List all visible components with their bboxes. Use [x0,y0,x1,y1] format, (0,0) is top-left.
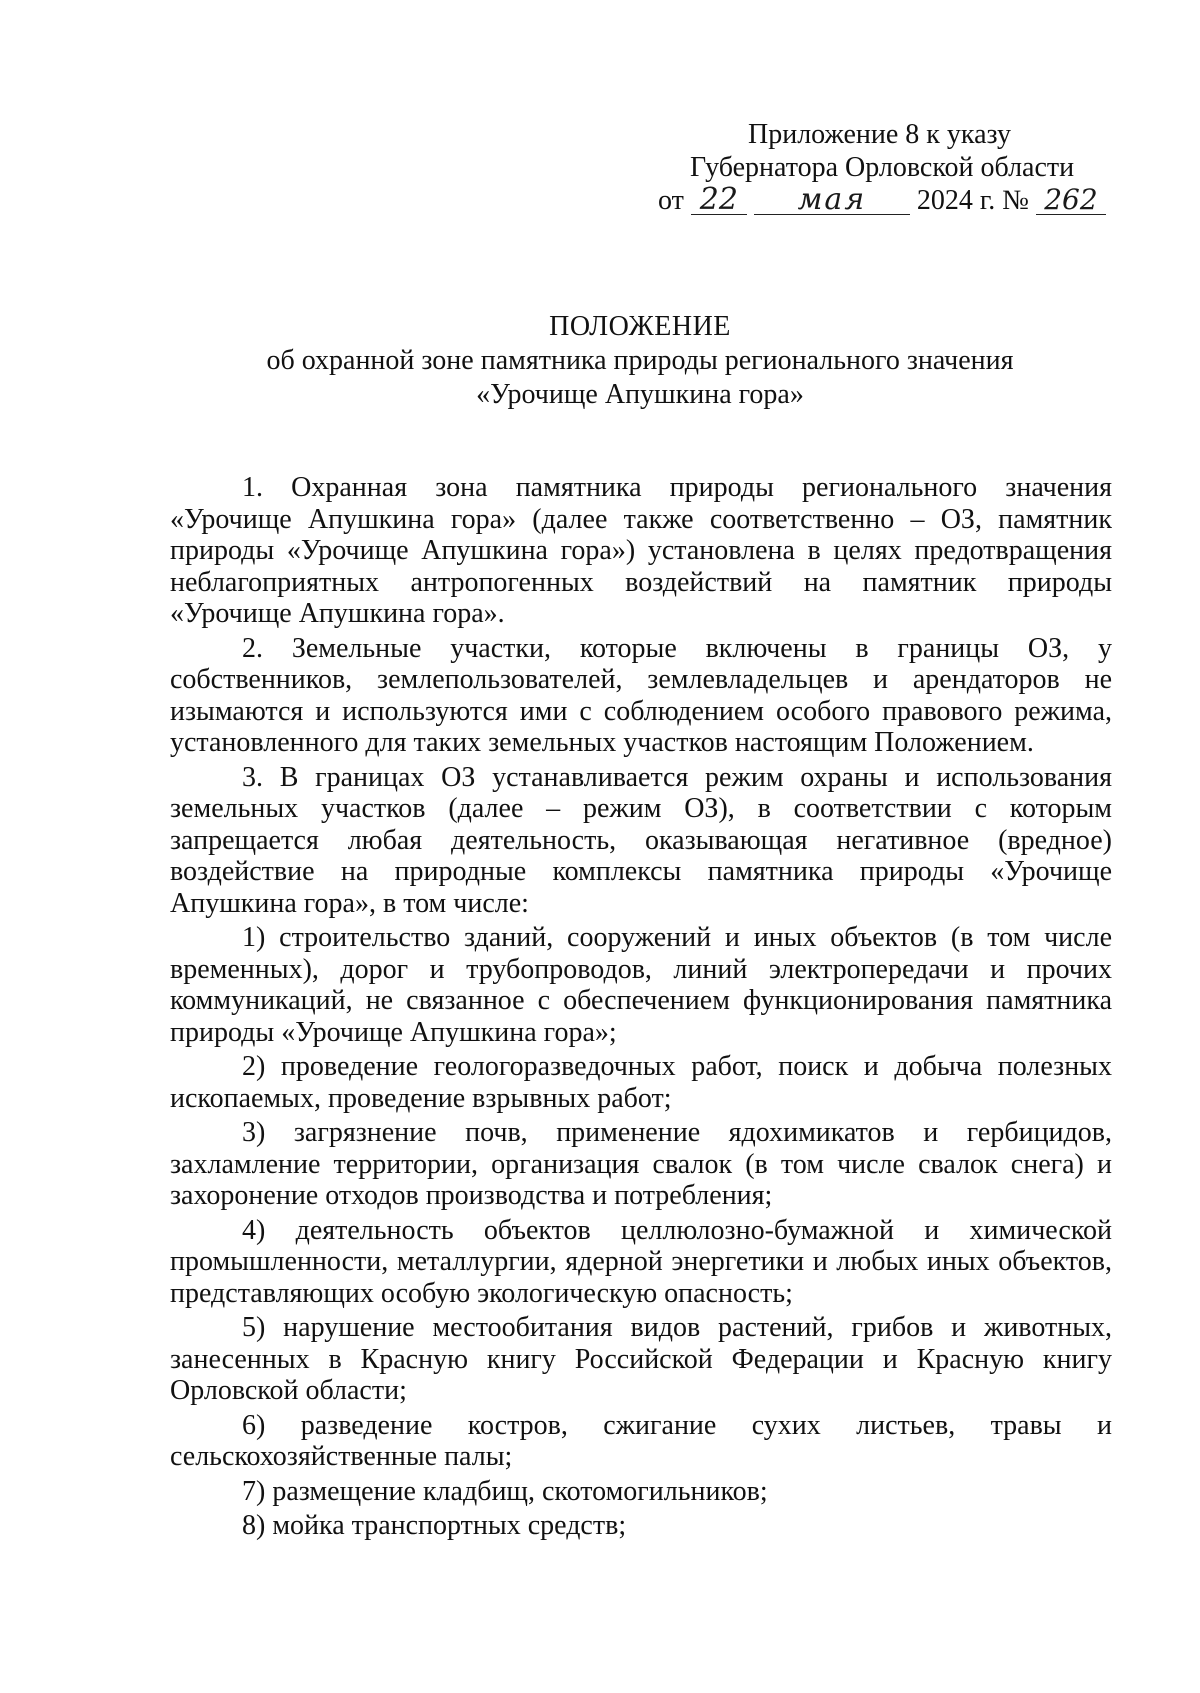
handwritten-number: 262 [1036,186,1106,215]
list-item-2: 2) проведение геологоразведочных работ, поиск и добыча полезных ископаемых, проведение взрывных работ; [170,1051,1112,1114]
title-main: ПОЛОЖЕНИЕ [549,311,731,342]
list-item-5: 5) нарушение местообитания видов растений, грибов и животных, занесенных в Красную книгу Российской Федерации и Красную книгу Орловской области; [170,1312,1112,1406]
document-body [170,472,1112,1545]
title-subtitle: об охранной зоне памятника природы регионального значения [266,345,1014,376]
title-object-name: «Урочище Апушкина гора» [476,379,804,410]
date-year-number-label: 2024 г. № [916,185,1029,216]
list-item-6: 6) разведение костров, сжигание сухих листьев, травы и сельскохозяйственные палы; [170,1409,1112,1472]
handwritten-month: мая [754,186,910,215]
annex-header [640,118,1110,217]
list-item-1: 1) строительство зданий, сооружений и иных объектов (в том числе временных), дорог и трубопроводов, линий электропередачи и прочих коммуникаций, не связанное с обеспечением функционирования памятника природы «Урочище Апушкина гора»; [170,922,1112,1048]
list-item-4: 4) деятельность объектов целлюлозно-бумажной и химической промышленности, металлургии, ядерной энергетики и любых иных объектов, представляющих особую экологическую опасность; [170,1214,1112,1309]
date-prefix: от [658,185,684,216]
list-item-7: 7) размещение кладбищ, скотомогильников; [242,1475,768,1507]
list-item-8: 8) мойка транспортных средств; [242,1510,627,1541]
list-item-3: 3) загрязнение почв, применение ядохимикатов и гербицидов, захламление территории, организация свалок (в том числе свалок снега) и захоронение отходов производства и потребления; [170,1117,1112,1211]
document-title [170,310,1110,412]
paragraph-2: 2. Земельные участки, которые включены в границы ОЗ, у собственников, землепользователей, землевладельцев и арендаторов не изымаются и используются ими с соблюдением особого правового режима, установленного для таких земельных участков настоящим Положением. [170,632,1112,758]
paragraph-3: 3. В границах ОЗ устанавливается режим охраны и использования земельных участков (далее – режим ОЗ), в соответствии с которым запрещается любая деятельность, оказывающая негативное (вредное) воздействие на природные комплексы памятника природы «Урочище Апушкина гора», в том числе: [170,761,1112,919]
handwritten-day: 22 [691,186,747,215]
annex-line-1: Приложение 8 к указу [748,119,1011,150]
paragraph-1: 1. Охранная зона памятника природы регионального значения «Урочище Апушкина гора» (далее также соответственно – ОЗ, памятник природы «Урочище Апушкина гора») установлена в целях предотвращения неблагоприятных антропогенных воздействий на памятник природы «Урочище Апушкина гора». [170,472,1112,629]
annex-line-2: Губернатора Орловской области [690,152,1075,183]
annex-date-line [640,184,1110,217]
